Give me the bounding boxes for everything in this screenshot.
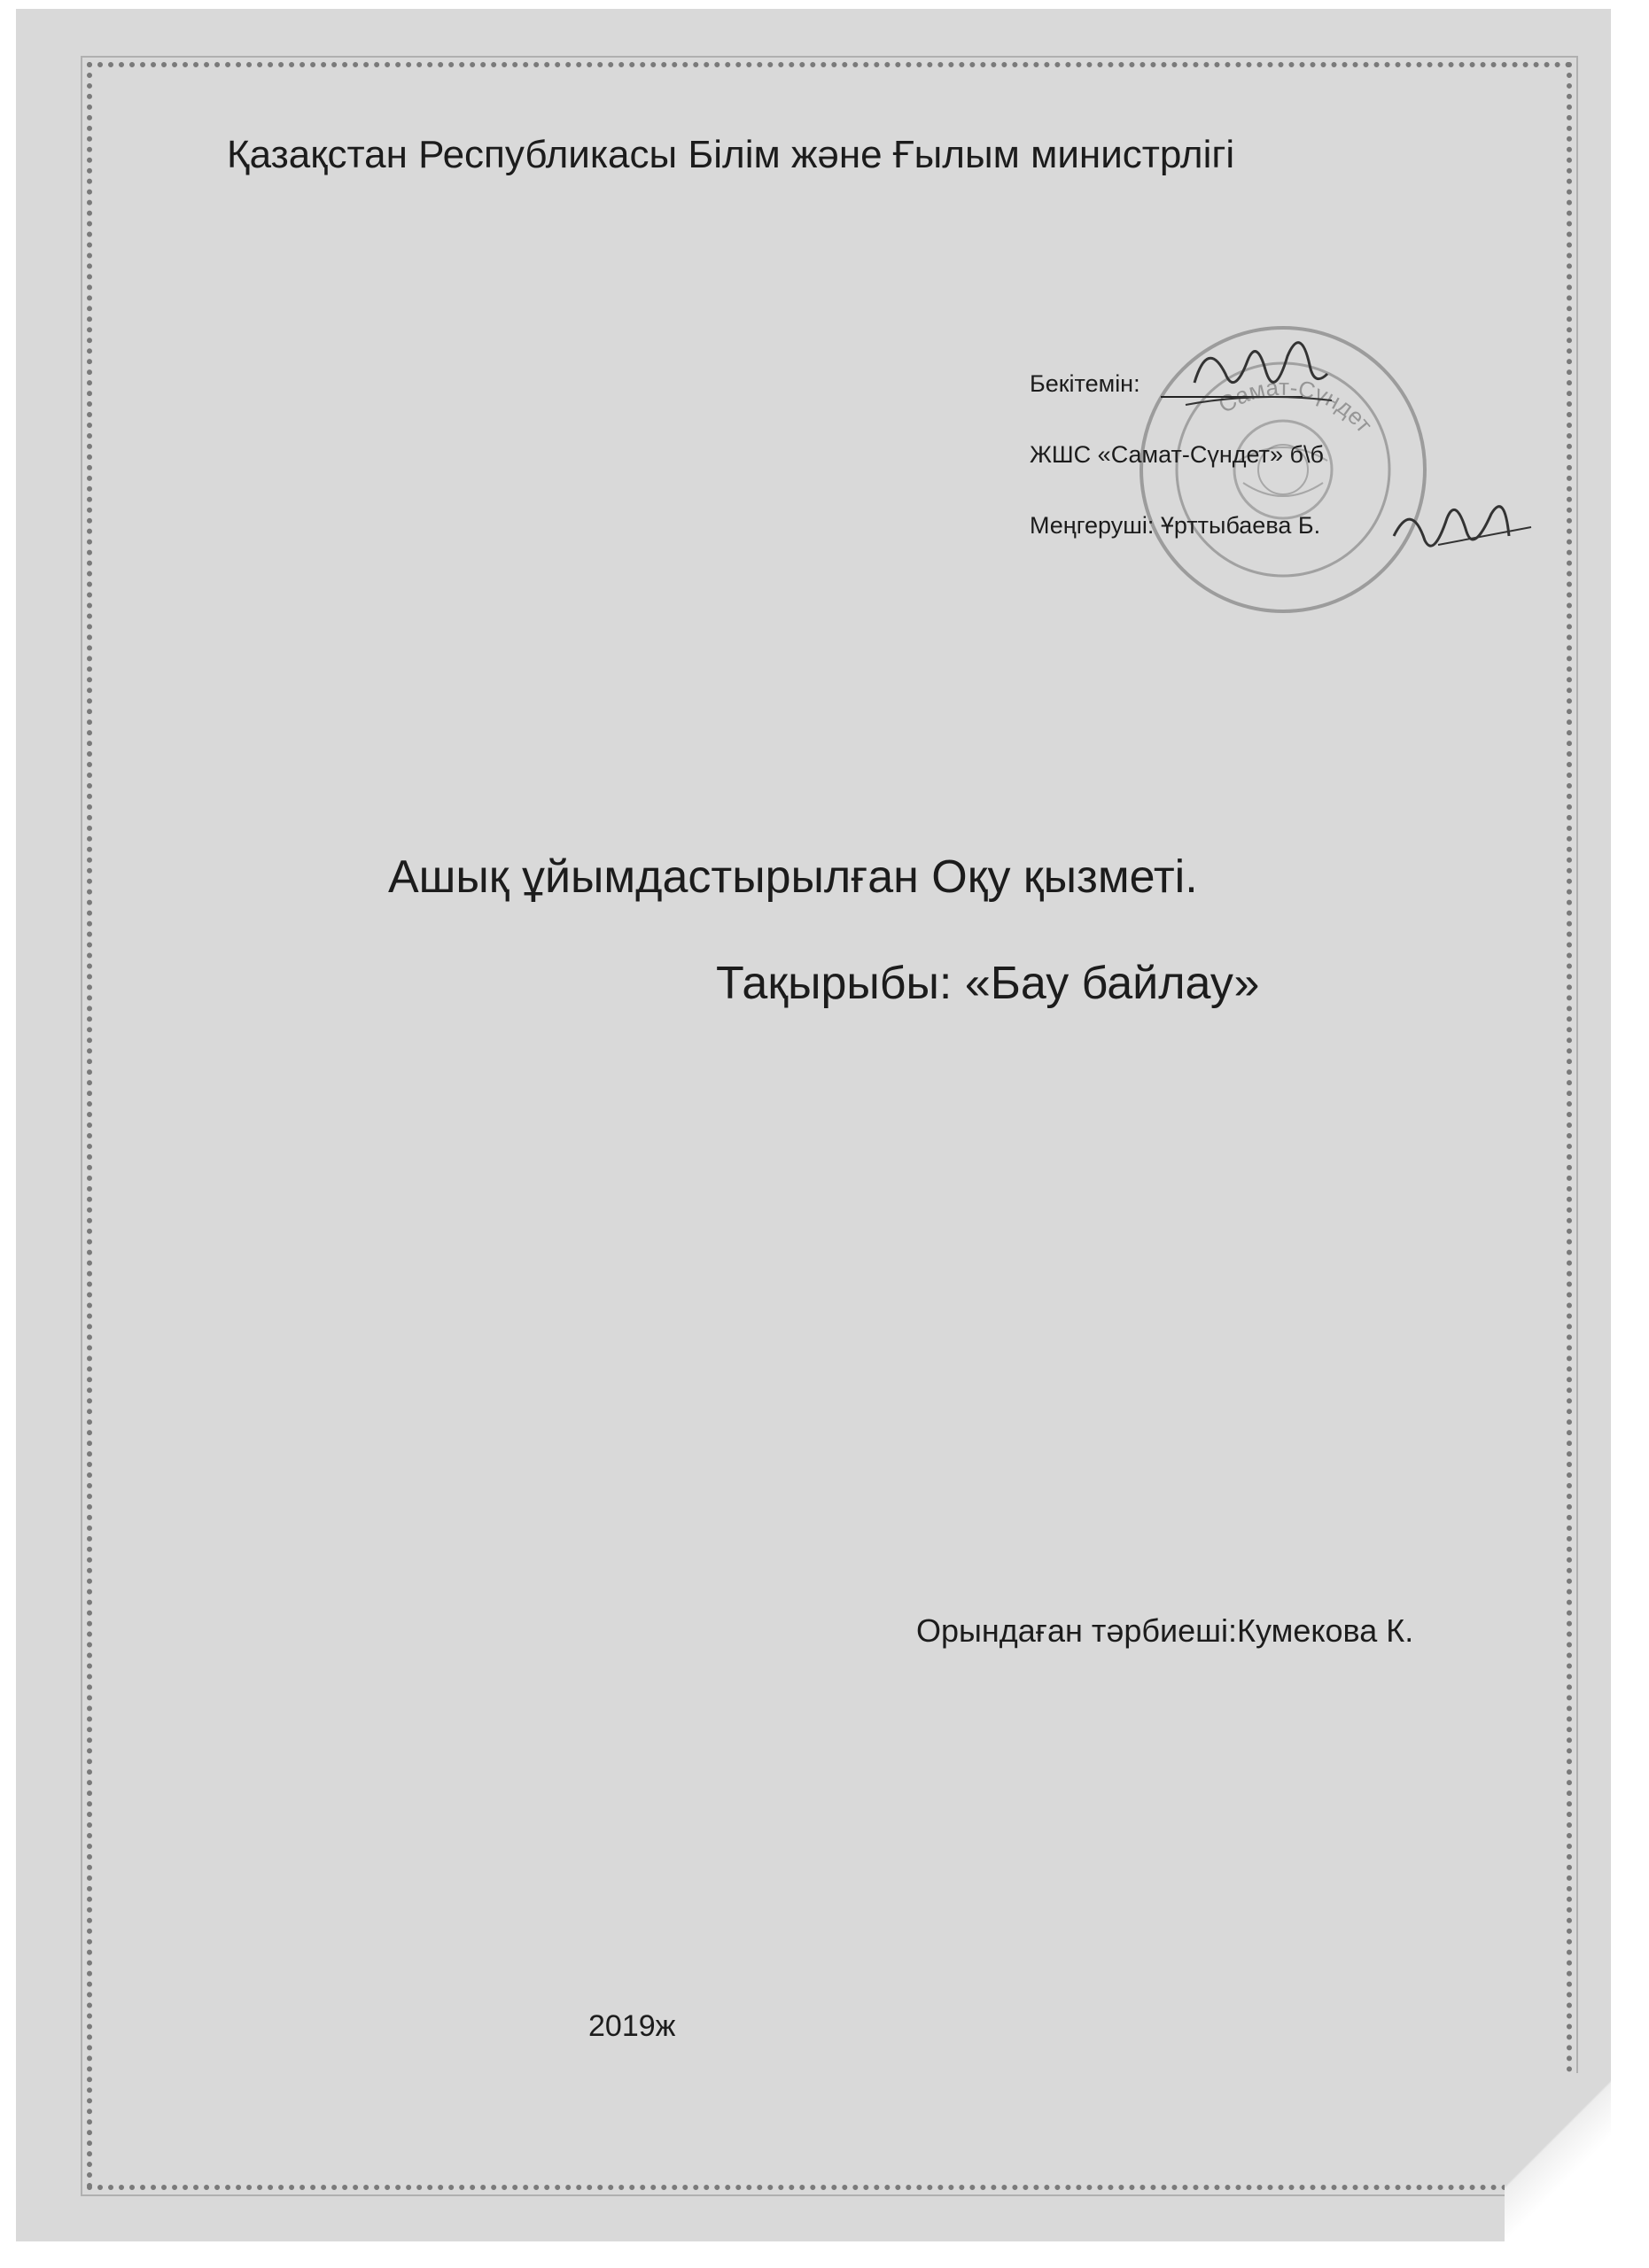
- document-sheet: [16, 9, 1611, 2241]
- activity-title: Ашық ұйымдастырылған Оқу қызметі.: [388, 851, 1198, 903]
- organization-name: ЖШС «Самат-Сүндет» б\б: [1030, 441, 1324, 468]
- teacher-credit: Орындаған тәрбиеші:Кумекова К.: [916, 1612, 1414, 1649]
- document-year: 2019ж: [588, 2009, 676, 2043]
- ministry-heading: Қазақстан Республикасы Білім және Ғылым министрлігі: [227, 133, 1235, 176]
- approve-label: Бекітемін:: [1030, 370, 1140, 397]
- signature-mark-head: [1385, 483, 1536, 571]
- page-fold: [1505, 2073, 1611, 2250]
- stamp-text: Самат-Сүндет: [1213, 373, 1378, 439]
- head-name: Меңгеруші: Ұрттыбаева Б.: [1030, 512, 1321, 539]
- signature-mark: [1177, 321, 1336, 418]
- topic-title: Тақырыбы: «Бау байлау»: [716, 958, 1260, 1009]
